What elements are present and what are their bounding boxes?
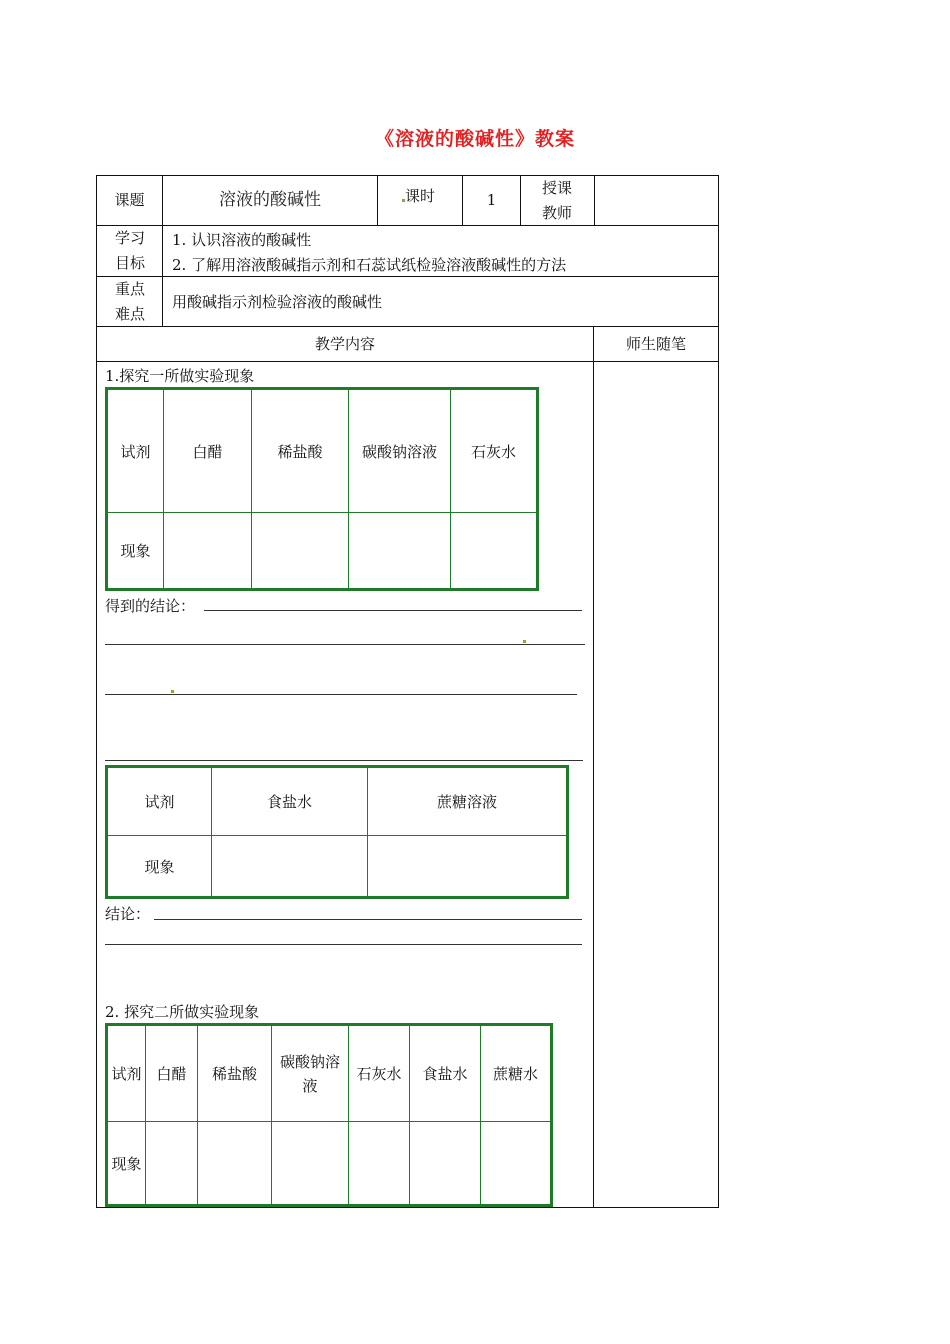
column-header: 石灰水	[349, 1025, 410, 1122]
section2-table	[105, 1023, 553, 1207]
goal-item: 2. 了解用溶液酸碱指示剂和石蕊试纸检验溶液酸碱性的方法	[172, 256, 567, 274]
table-cell	[212, 836, 368, 898]
section1-heading: 1.探究一所做实验现象	[105, 367, 255, 385]
table-cell	[410, 1122, 481, 1206]
column-header: 食盐水	[410, 1025, 481, 1122]
column-header: 蔗糖溶液	[368, 767, 568, 836]
row-label: 现象	[107, 1122, 146, 1206]
column-header-text: 碳酸钠溶液	[279, 1052, 340, 1095]
section1-conclusion-label: 得到的结论：	[105, 597, 196, 615]
row-label: 试剂	[107, 1025, 146, 1122]
period-label: 课时	[404, 186, 435, 205]
section1b-table	[105, 765, 569, 899]
column-header: 蔗糖水	[481, 1025, 552, 1122]
row-label: 试剂	[107, 389, 164, 513]
column-header: 碳酸钠溶液	[349, 389, 451, 513]
table-cell	[349, 1122, 410, 1206]
topic-value: 溶液的酸碱性	[219, 190, 321, 210]
teacher-value	[595, 176, 718, 225]
notes-header: 师生随笔	[625, 334, 686, 353]
column-header: 白醋	[164, 389, 252, 513]
column-header	[272, 1025, 349, 1122]
column-header: 稀盐酸	[198, 1025, 272, 1122]
goal-item: 1. 认识溶液的酸碱性	[172, 231, 312, 249]
teacher-label: 授课教师	[541, 178, 572, 222]
conclusion-blank	[105, 760, 583, 761]
conclusion-blank	[154, 919, 582, 920]
conclusion-blank	[105, 944, 582, 945]
table-cell	[252, 513, 349, 590]
column-header: 稀盐酸	[252, 389, 349, 513]
row-label: 试剂	[107, 767, 212, 836]
column-header: 白醋	[146, 1025, 198, 1122]
table-cell	[164, 513, 252, 590]
section2-heading: 2. 探究二所做实验现象	[105, 1003, 260, 1021]
table-cell	[451, 513, 538, 590]
goals-list	[172, 228, 712, 278]
content-header: 教学内容	[314, 334, 375, 353]
goals-label: 学习目标	[114, 229, 145, 272]
row-label: 现象	[107, 513, 164, 590]
table-cell	[272, 1122, 349, 1206]
topic-label: 课题	[114, 191, 145, 209]
table-cell	[146, 1122, 198, 1206]
focus-label: 重点难点	[114, 279, 145, 323]
section1-table	[105, 387, 539, 591]
conclusion-blank	[204, 610, 582, 611]
table-cell	[349, 513, 451, 590]
focus-text: 用酸碱指示剂检验溶液的酸碱性	[172, 293, 383, 311]
document-title: 《溶液的酸碱性》教案	[374, 128, 575, 150]
column-header: 石灰水	[451, 389, 538, 513]
period-value: 1	[486, 191, 497, 209]
table-cell	[368, 836, 568, 898]
column-header: 食盐水	[212, 767, 368, 836]
section1b-conclusion-label: 结论：	[105, 905, 151, 923]
table-cell	[198, 1122, 272, 1206]
row-label: 现象	[107, 836, 212, 898]
table-cell	[481, 1122, 552, 1206]
conclusion-blank	[105, 694, 577, 695]
conclusion-blank	[105, 644, 585, 645]
